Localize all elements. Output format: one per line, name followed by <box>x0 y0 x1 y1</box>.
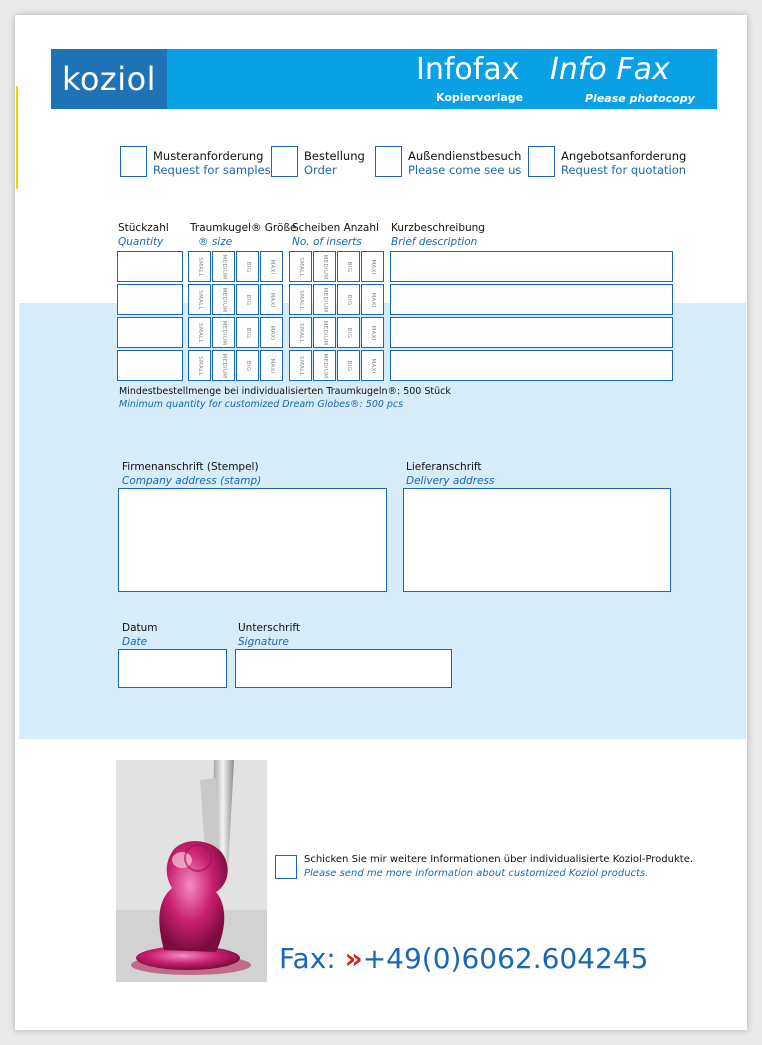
size-option-label: MEDIUM <box>321 353 328 378</box>
size-option-label: SMALL <box>196 289 203 310</box>
quantity-field[interactable] <box>117 251 183 282</box>
inserts-cell[interactable] <box>337 284 360 315</box>
inserts-cell[interactable] <box>337 350 360 381</box>
size-option-label: MEDIUM <box>220 320 227 345</box>
checkbox-field-visit[interactable] <box>375 146 402 177</box>
description-field[interactable] <box>390 317 673 348</box>
inserts-cell[interactable] <box>361 350 384 381</box>
size-option-label: BIG <box>244 261 251 272</box>
company-address-label: Firmenanschrift (Stempel) Company address (stamp) <box>122 461 262 487</box>
size-option-label: MAXI <box>369 357 376 374</box>
page-edge-marker <box>16 86 18 189</box>
header-size: Traumkugel® Größe ® size <box>190 222 297 248</box>
delivery-address-label: Lieferanschrift Delivery address <box>406 461 495 487</box>
size-option-label: SMALL <box>196 322 203 343</box>
date-label: Datum Date <box>122 622 158 648</box>
option-order: Bestellung Order <box>304 149 365 177</box>
fax-number: +49(0)6062.604245 <box>362 942 649 975</box>
checkbox-order[interactable] <box>271 146 298 177</box>
inserts-cell[interactable] <box>361 251 384 282</box>
size-option-label: MEDIUM <box>220 287 227 312</box>
quantity-field[interactable] <box>117 284 183 315</box>
inserts-cell[interactable] <box>289 317 312 348</box>
size-option-label: BIG <box>345 360 352 371</box>
size-cell[interactable] <box>260 350 283 381</box>
inserts-cell[interactable] <box>361 284 384 315</box>
size-option-label: BIG <box>345 294 352 305</box>
quantity-field[interactable] <box>117 350 183 381</box>
size-cell[interactable] <box>260 284 283 315</box>
size-option-label: SMALL <box>196 355 203 376</box>
size-cell[interactable] <box>260 251 283 282</box>
delivery-address-field[interactable] <box>403 488 671 592</box>
checkbox-info-request[interactable] <box>275 855 297 879</box>
size-cell[interactable] <box>212 251 235 282</box>
description-field[interactable] <box>390 251 673 282</box>
size-option-label: SMALL <box>297 256 304 277</box>
size-option-label: BIG <box>345 327 352 338</box>
company-address-field[interactable] <box>118 488 387 592</box>
inserts-cell[interactable] <box>361 317 384 348</box>
min-quantity-note: Mindestbestellmenge bei individualisierten Traumkugeln®: 500 Stück Minimum quantity for customized Dream Globes®: 500 pcs <box>119 386 451 410</box>
inserts-cell[interactable] <box>337 251 360 282</box>
size-cell[interactable] <box>188 350 211 381</box>
size-cell[interactable] <box>212 350 235 381</box>
size-option-label: BIG <box>244 294 251 305</box>
size-cell[interactable] <box>236 284 259 315</box>
inserts-cell[interactable] <box>313 251 336 282</box>
size-cell[interactable] <box>212 284 235 315</box>
option-quotation: Angebotsanforderung Request for quotation <box>561 149 687 177</box>
title-en: Info Fax <box>550 52 670 87</box>
size-cell[interactable] <box>236 317 259 348</box>
option-field-visit: Außendienstbesuch Please come see us <box>408 149 522 177</box>
chevron-right-icon: » <box>344 942 363 975</box>
size-option-label: MAXI <box>268 291 275 308</box>
size-option-label: BIG <box>345 261 352 272</box>
size-option-label: MAXI <box>369 258 376 275</box>
fax-label: Fax: <box>279 942 336 975</box>
inserts-cell[interactable] <box>289 251 312 282</box>
size-option-label: MEDIUM <box>321 287 328 312</box>
inserts-cell[interactable] <box>313 350 336 381</box>
signature-label: Unterschrift Signature <box>238 622 300 648</box>
size-cell[interactable] <box>236 350 259 381</box>
size-cell[interactable] <box>236 251 259 282</box>
size-option-label: MAXI <box>369 291 376 308</box>
subtitle-en: Please photocopy <box>585 92 695 105</box>
header-quantity: Stückzahl Quantity <box>118 222 169 248</box>
option-sample-request: Musteranforderung Request for samples <box>153 149 271 177</box>
size-option-label: MEDIUM <box>321 320 328 345</box>
inserts-cell[interactable] <box>289 350 312 381</box>
size-option-label: MEDIUM <box>220 254 227 279</box>
title-de: Infofax <box>416 52 520 87</box>
size-cell[interactable] <box>188 251 211 282</box>
size-option-label: SMALL <box>196 256 203 277</box>
checkbox-sample-request[interactable] <box>120 146 147 177</box>
signature-field[interactable] <box>235 649 452 688</box>
koziol-logo: koziol <box>51 49 167 109</box>
inserts-cell[interactable] <box>313 317 336 348</box>
size-option-label: MAXI <box>268 258 275 275</box>
description-field[interactable] <box>390 284 673 315</box>
size-option-label: MAXI <box>268 324 275 341</box>
size-option-label: SMALL <box>297 355 304 376</box>
size-cell[interactable] <box>260 317 283 348</box>
size-option-label: MAXI <box>369 324 376 341</box>
product-photo <box>116 760 267 982</box>
header-inserts: Scheiben Anzahl No. of inserts <box>292 222 379 248</box>
info-request-option: Schicken Sie mir weitere Informationen über individualisierte Koziol-Produkte. Please send me more information about customized Koziol products. <box>304 854 694 879</box>
dream-globe-figure-image <box>116 760 267 982</box>
size-cell[interactable] <box>188 317 211 348</box>
size-cell[interactable] <box>212 317 235 348</box>
checkbox-quotation[interactable] <box>528 146 555 177</box>
subtitle-de: Kopiervorlage <box>436 91 524 104</box>
fax-number-line <box>279 942 649 975</box>
inserts-cell[interactable] <box>289 284 312 315</box>
size-cell[interactable] <box>188 284 211 315</box>
inserts-cell[interactable] <box>313 284 336 315</box>
size-option-label: BIG <box>244 327 251 338</box>
date-field[interactable] <box>118 649 227 688</box>
inserts-cell[interactable] <box>337 317 360 348</box>
size-option-label: MAXI <box>268 357 275 374</box>
header-description: Kurzbeschreibung Brief description <box>391 222 485 248</box>
description-field[interactable] <box>390 350 673 381</box>
size-option-label: SMALL <box>297 289 304 310</box>
size-option-label: BIG <box>244 360 251 371</box>
size-option-label: SMALL <box>297 322 304 343</box>
size-option-label: MEDIUM <box>321 254 328 279</box>
quantity-field[interactable] <box>117 317 183 348</box>
size-option-label: MEDIUM <box>220 353 227 378</box>
